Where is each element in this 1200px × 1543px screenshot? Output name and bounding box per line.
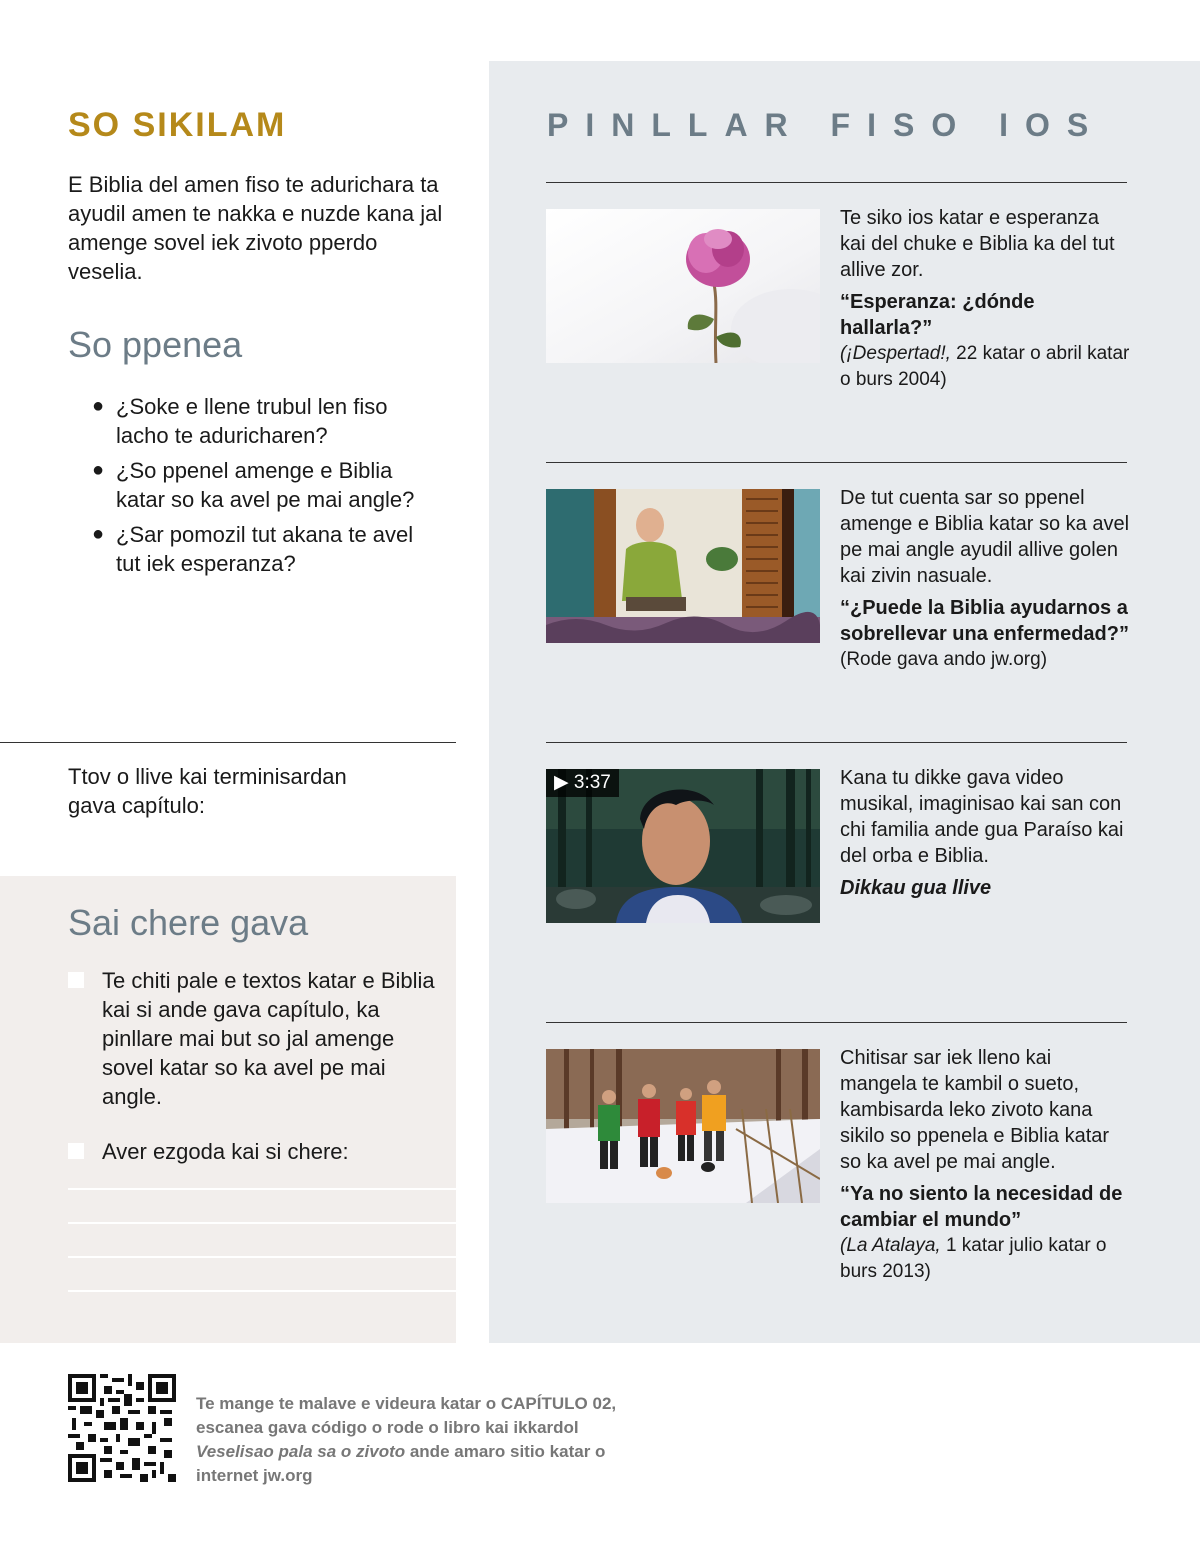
reference-title[interactable]: “Ya no siento la necesidad de cambiar el mundo”: [840, 1183, 1123, 1231]
sikilam-text: E Biblia del amen fiso te adurichara ta ayudil amen te nakka e nuzde kana jal amenge sovel iek zivoto pperdo veselia.: [68, 172, 443, 284]
write-line[interactable]: [68, 1222, 456, 1224]
ppenea-list: [92, 392, 432, 584]
entry-text: Chitisar sar iek lleno kai mangela te kambil o sueto, kambisarda leko zivoto kana sikilo so ppenela e Biblia katar so ka avel pe mai angle. “Ya no siento la necesidad de cambiar el mundo” (La Atalaya, 1 katar julio katar o burs 2013): [840, 1045, 1130, 1285]
divider: [546, 742, 1127, 743]
list-item: ● ¿Sar pomozil tut akana te avel tut iek esperanza?: [92, 522, 414, 576]
bullet-icon: ●: [92, 459, 105, 481]
write-line[interactable]: [68, 1290, 456, 1292]
section-title-chere: Sai chere gava: [68, 902, 309, 943]
man-forest-video[interactable]: [546, 769, 820, 923]
divider: [546, 462, 1127, 463]
entry-text: De tut cuenta sar so ppenel amenge e Biblia katar so ka avel pe mai angle ayudil allive golen kai zivin nasuale. “¿Puede la Biblia ayudarnos a sobrellevar una enfermedad?” (Rode gava ando jw.org): [840, 485, 1130, 673]
bullet-icon: ●: [92, 523, 105, 545]
checkbox-icon[interactable]: [68, 972, 84, 988]
divider: [0, 742, 456, 743]
chere-box: [0, 876, 456, 1343]
family-snow-photo[interactable]: [546, 1049, 820, 1203]
divider: [546, 182, 1127, 183]
man-window-photo[interactable]: [546, 489, 820, 643]
right-column: [489, 61, 1200, 1343]
footer-text: Te mange te malave e videura katar o CAPÍTULO 02, escanea gava código o rode o libro kai ikkardol Veselisao pala sa o zivoto ande amaro sitio katar o internet jw.org: [196, 1394, 617, 1485]
checklist-item: Aver ezgoda kai si chere:: [68, 1137, 438, 1166]
reference-source: (¡Despertad!, 22 katar o abril katar o burs 2004): [840, 343, 1130, 390]
checklist-item: Te chiti pale e textos katar e Biblia kai si ande gava capítulo, ka pinllare mai but so jal amenge sovel katar so ka avel pe mai angle.: [68, 966, 438, 1111]
ttov-text: Ttov o llive kai terminisardan gava capítulo:: [68, 764, 347, 818]
list-item: ● ¿So ppenel amenge e Biblia katar so ka avel pe mai angle?: [92, 458, 415, 512]
entry-text: Te siko ios katar e esperanza kai del chuke e Biblia ka del tut allive zor. “Esperanza: ¿dónde hallarla?” (¡Despertad!, 22 katar o abril katar o burs 2004): [840, 205, 1130, 393]
reference-title[interactable]: “¿Puede la Biblia ayudarnos a sobrellevar una enfermedad?”: [840, 597, 1129, 645]
reference-title[interactable]: “Esperanza: ¿dónde hallarla?”: [840, 291, 1035, 339]
entry-text: Kana tu dikke gava video musikal, imaginisao kai san con chi familia ande gua Paraíso kai del orba e Biblia. Dikkau gua llive: [840, 765, 1130, 901]
flower-photo[interactable]: [546, 209, 820, 363]
checkbox-icon[interactable]: [68, 1143, 84, 1159]
section-title-ppenea: So ppenea: [68, 324, 243, 365]
reference-source: (La Atalaya, 1 katar julio katar o burs 2013): [840, 1235, 1107, 1282]
list-item: ● ¿Soke e llene trubul len fiso lacho te aduricharen?: [92, 394, 388, 448]
qr-code[interactable]: [68, 1374, 176, 1482]
reference-source: (Rode gava ando jw.org): [840, 649, 1048, 670]
write-line[interactable]: [68, 1188, 456, 1190]
reference-title[interactable]: Dikkau gua llive: [840, 877, 992, 899]
divider: [546, 1022, 1127, 1023]
video-duration-badge[interactable]: ▶ 3:37: [546, 769, 619, 797]
play-icon: ▶: [554, 772, 574, 793]
section-title-pinllar: PINLLAR FISO IOS: [547, 107, 1106, 143]
write-line[interactable]: [68, 1256, 456, 1258]
section-title-sikilam: SO SIKILAM: [68, 106, 287, 144]
bullet-icon: ●: [92, 395, 105, 417]
